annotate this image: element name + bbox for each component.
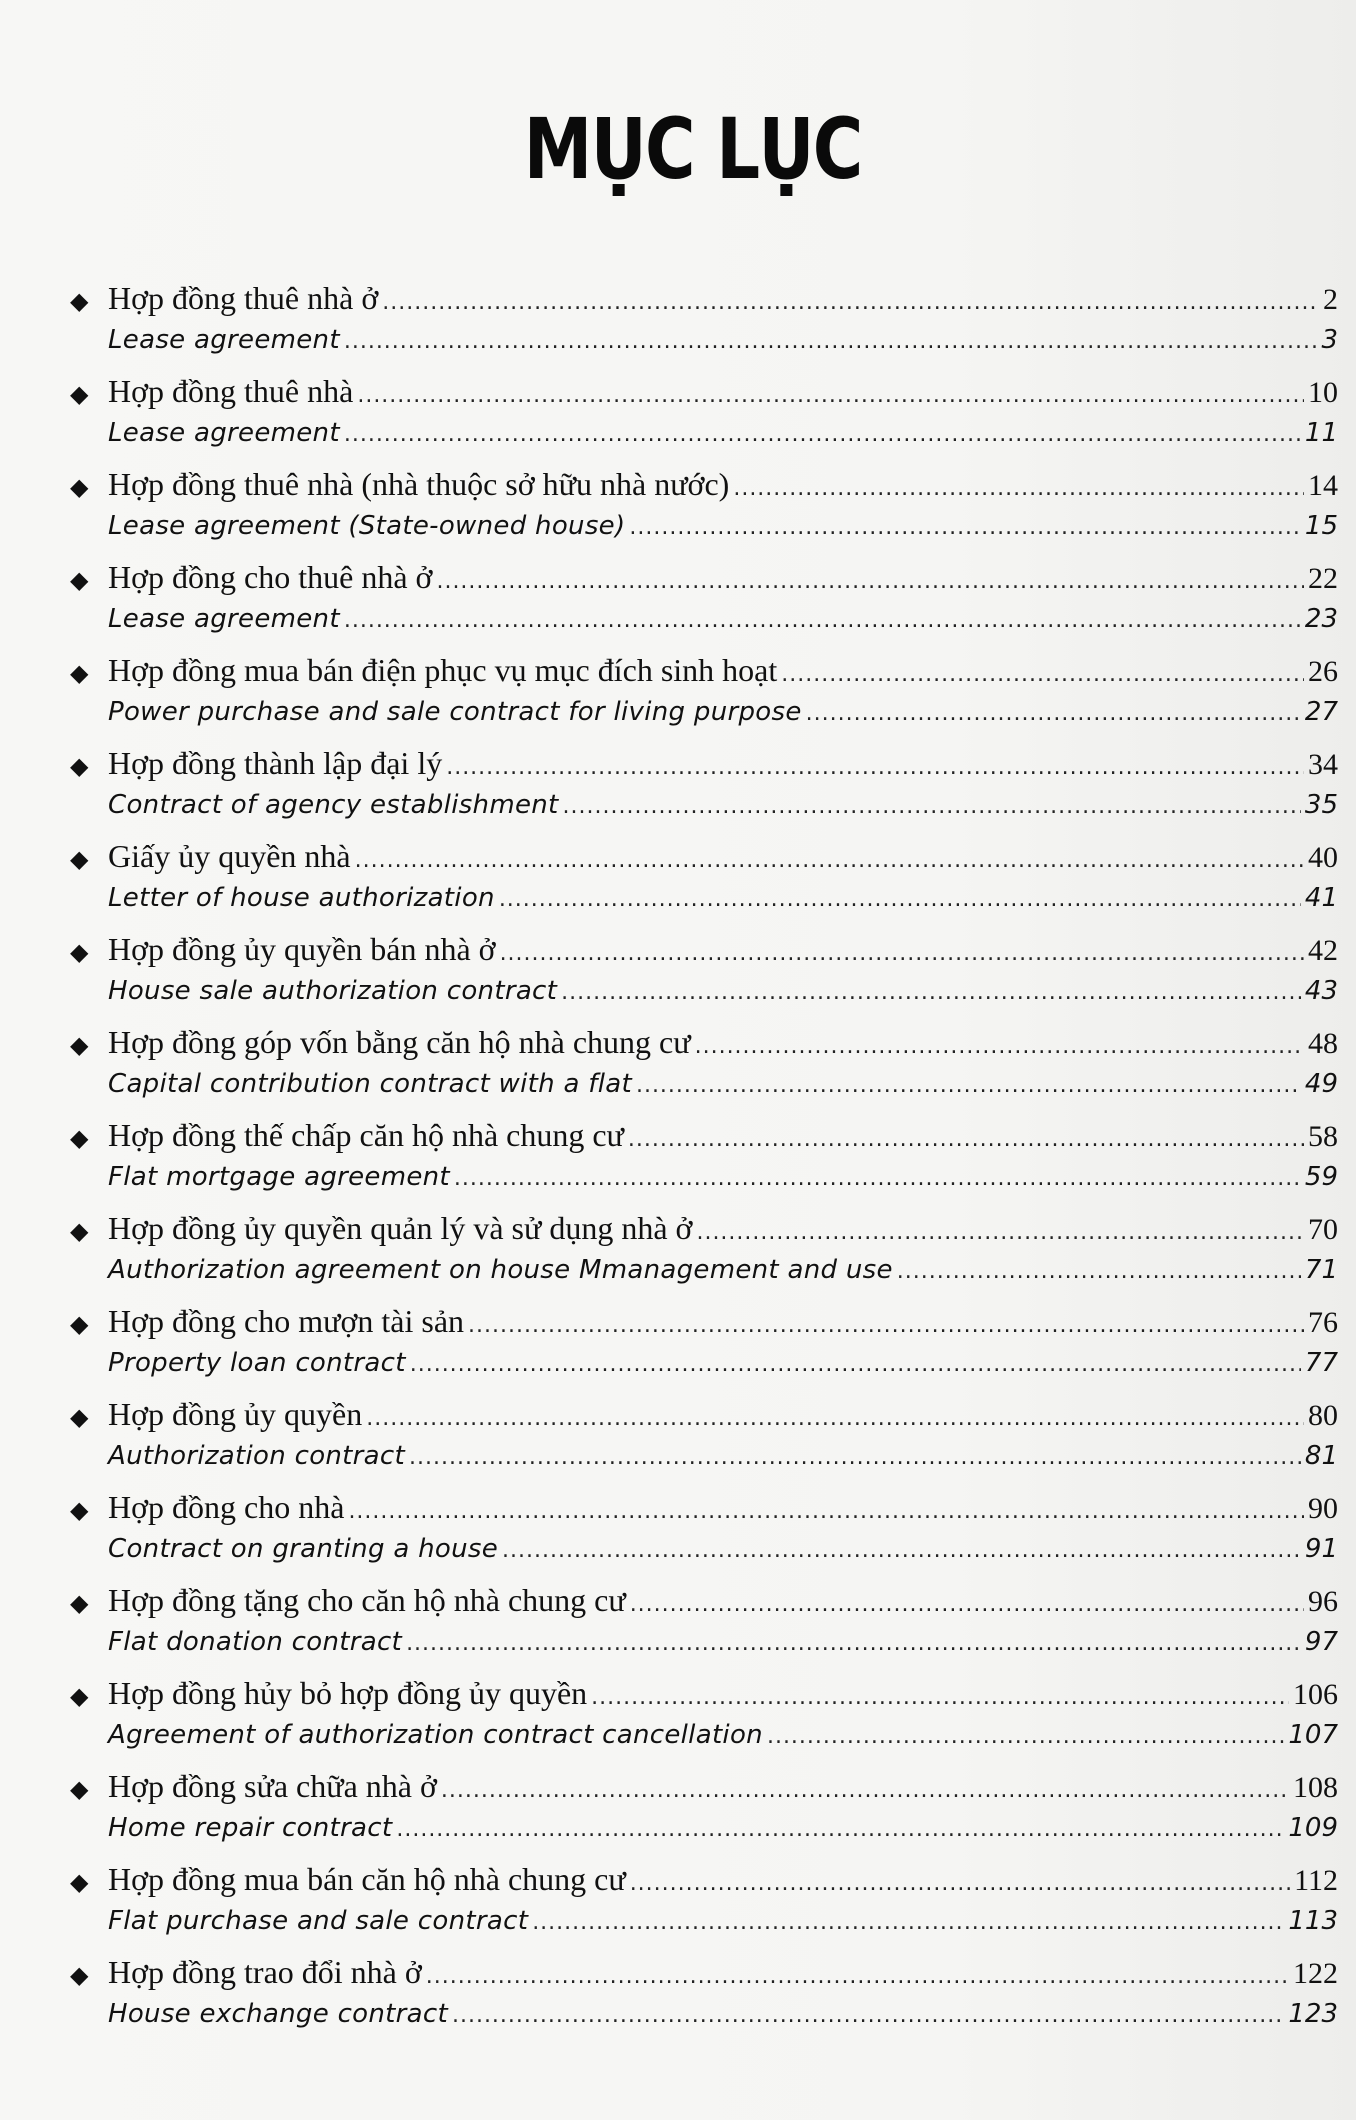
dot-leader xyxy=(500,941,1304,966)
dot-leader xyxy=(532,1910,1284,1935)
toc-entry-english[interactable] xyxy=(70,1813,1342,1860)
toc-entry-vietnamese[interactable] xyxy=(70,1952,1342,1999)
dot-leader xyxy=(454,1166,1301,1191)
dot-leader xyxy=(348,1499,1304,1524)
toc-entry-vietnamese[interactable] xyxy=(70,1394,1342,1441)
toc-page-number: 23 xyxy=(1304,603,1338,634)
dot-leader xyxy=(344,329,1318,354)
dot-leader xyxy=(357,383,1304,408)
dot-leader xyxy=(591,1685,1289,1710)
toc-entry-title-english: Lease agreement (State-owned house) xyxy=(108,510,626,541)
toc-page-number: 34 xyxy=(1308,748,1338,781)
diamond-bullet-icon: ◆ xyxy=(70,1775,89,1803)
toc-entry-vietnamese[interactable] xyxy=(70,743,1342,790)
dot-leader xyxy=(561,980,1301,1005)
toc-entry-english[interactable] xyxy=(70,1441,1342,1488)
dot-leader xyxy=(406,1631,1301,1656)
toc-page-number: 90 xyxy=(1308,1492,1338,1525)
dot-leader xyxy=(499,887,1301,912)
diamond-bullet-icon: ◆ xyxy=(70,1403,89,1431)
diamond-bullet-icon: ◆ xyxy=(70,938,89,966)
toc-entry-title: Hợp đồng hủy bỏ hợp đồng ủy quyền xyxy=(108,1675,588,1711)
toc-entry-title: Hợp đồng tặng cho căn hộ nhà chung cư xyxy=(108,1582,626,1618)
toc-entry-title-english: Flat mortgage agreement xyxy=(108,1161,450,1192)
toc-page-number: 26 xyxy=(1308,655,1338,688)
toc-page-number: 96 xyxy=(1308,1585,1338,1618)
toc-page-number: 76 xyxy=(1308,1306,1338,1339)
toc-page-number: 15 xyxy=(1304,510,1338,541)
dot-leader xyxy=(409,1445,1301,1470)
toc-page-number: 42 xyxy=(1308,934,1338,967)
dot-leader xyxy=(344,608,1301,633)
toc-entry-vietnamese[interactable] xyxy=(70,1301,1342,1348)
toc-entry-title: Hợp đồng mua bán căn hộ nhà chung cư xyxy=(108,1861,626,1897)
diamond-bullet-icon: ◆ xyxy=(70,1868,89,1896)
toc-entry-vietnamese[interactable] xyxy=(70,464,1342,511)
toc-entry-title-english: Capital contribution contract with a flat xyxy=(108,1068,632,1099)
toc-entry-english[interactable] xyxy=(70,604,1342,651)
toc-page-number: 3 xyxy=(1321,324,1338,355)
toc-entry-title-english: Authorization agreement on house Mmanagement and use xyxy=(108,1254,893,1285)
toc-entry-title-english: Lease agreement xyxy=(108,417,340,448)
toc-entry-title: Hợp đồng góp vốn bằng căn hộ nhà chung cư xyxy=(108,1024,691,1060)
toc-entry-title-english: Authorization contract xyxy=(108,1440,405,1471)
diamond-bullet-icon: ◆ xyxy=(70,1589,89,1617)
toc-page-number: 10 xyxy=(1308,376,1338,409)
toc-page-number: 40 xyxy=(1308,841,1338,874)
toc-entry-english[interactable] xyxy=(70,1999,1342,2046)
diamond-bullet-icon: ◆ xyxy=(70,1961,89,1989)
toc-entry-title-english: Lease agreement xyxy=(108,603,340,634)
toc-page-number: 22 xyxy=(1308,562,1338,595)
toc-entry-title: Hợp đồng thuê nhà ở xyxy=(108,280,379,316)
toc-entry-vietnamese[interactable] xyxy=(70,650,1342,697)
dot-leader xyxy=(563,794,1301,819)
dot-leader xyxy=(636,1073,1301,1098)
toc-entry-english[interactable] xyxy=(70,1348,1342,1395)
toc-page-number: 108 xyxy=(1293,1771,1338,1804)
toc-page-number: 71 xyxy=(1304,1254,1338,1285)
toc-page-number: 80 xyxy=(1308,1399,1338,1432)
toc-entry-title-english: Power purchase and sale contract for living purpose xyxy=(108,696,802,727)
dot-leader xyxy=(355,848,1304,873)
diamond-bullet-icon: ◆ xyxy=(70,287,89,315)
toc-page-number: 113 xyxy=(1288,1905,1338,1936)
toc-entry-english[interactable] xyxy=(70,790,1342,837)
toc-entry-title-english: Home repair contract xyxy=(108,1812,393,1843)
dot-leader xyxy=(696,1220,1304,1245)
diamond-bullet-icon: ◆ xyxy=(70,1496,89,1524)
toc-page-number: 59 xyxy=(1304,1161,1338,1192)
toc-page-number: 123 xyxy=(1288,1998,1338,2029)
toc-entry-english[interactable] xyxy=(70,1906,1342,1953)
toc-entry-title: Hợp đồng ủy quyền quản lý và sử dụng nhà ở xyxy=(108,1210,693,1246)
toc-entry-title-english: House exchange contract xyxy=(108,1998,448,2029)
toc-entry-vietnamese[interactable] xyxy=(70,557,1342,604)
toc-entry-title-english: Lease agreement xyxy=(108,324,340,355)
toc-entry-title: Hợp đồng thế chấp căn hộ nhà chung cư xyxy=(108,1117,624,1153)
toc-entry-title-english: Letter of house authorization xyxy=(108,882,495,913)
dot-leader xyxy=(781,662,1304,687)
toc-entry-english[interactable] xyxy=(70,325,1342,372)
toc-page-number: 109 xyxy=(1288,1812,1338,1843)
page-title: MỤC LỤC xyxy=(523,100,862,198)
toc-entry-english[interactable] xyxy=(70,883,1342,930)
toc-entry-title: Hợp đồng cho mượn tài sản xyxy=(108,1303,465,1339)
toc-entry-title: Hợp đồng mua bán điện phục vụ mục đích sinh hoạt xyxy=(108,652,778,688)
diamond-bullet-icon: ◆ xyxy=(70,566,89,594)
toc-entry-title-english: Flat purchase and sale contract xyxy=(108,1905,529,1936)
toc-entry-english[interactable] xyxy=(70,1255,1342,1302)
toc-entry-english[interactable] xyxy=(70,976,1342,1023)
diamond-bullet-icon: ◆ xyxy=(70,1031,89,1059)
table-of-contents xyxy=(70,278,1342,2045)
toc-entry-title-english: House sale authorization contract xyxy=(108,975,558,1006)
dot-leader xyxy=(695,1034,1304,1059)
toc-entry-vietnamese[interactable] xyxy=(70,278,1342,325)
toc-page-number: 91 xyxy=(1304,1533,1338,1564)
toc-entry-title: Hợp đồng cho thuê nhà ở xyxy=(108,559,433,595)
toc-page-number: 112 xyxy=(1294,1864,1338,1897)
toc-entry-english[interactable] xyxy=(70,1162,1342,1209)
toc-page-number: 43 xyxy=(1304,975,1338,1006)
dot-leader xyxy=(446,755,1304,780)
toc-page-number: 107 xyxy=(1288,1719,1338,1750)
dot-leader xyxy=(767,1724,1284,1749)
toc-entry-title: Giấy ủy quyền nhà xyxy=(108,838,351,874)
toc-page-number: 11 xyxy=(1304,417,1338,448)
toc-entry-vietnamese[interactable] xyxy=(70,1115,1342,1162)
toc-entry-vietnamese[interactable] xyxy=(70,836,1342,883)
diamond-bullet-icon: ◆ xyxy=(70,473,89,501)
toc-entry-english[interactable] xyxy=(70,697,1342,744)
dot-leader xyxy=(733,476,1304,501)
toc-entry-title: Hợp đồng thành lập đại lý xyxy=(108,745,443,781)
toc-entry-english[interactable] xyxy=(70,1069,1342,1116)
dot-leader xyxy=(468,1313,1304,1338)
toc-entry-vietnamese[interactable] xyxy=(70,1487,1342,1534)
toc-entry-title-english: Property loan contract xyxy=(108,1347,406,1378)
toc-entry-english[interactable] xyxy=(70,1627,1342,1674)
diamond-bullet-icon: ◆ xyxy=(70,1310,89,1338)
toc-page-number: 49 xyxy=(1304,1068,1338,1099)
toc-entry-title: Hợp đồng ủy quyền xyxy=(108,1396,363,1432)
diamond-bullet-icon: ◆ xyxy=(70,1124,89,1152)
toc-page-number: 41 xyxy=(1304,882,1338,913)
toc-entry-title: Hợp đồng sửa chữa nhà ở xyxy=(108,1768,437,1804)
dot-leader xyxy=(410,1352,1301,1377)
toc-page-number: 2 xyxy=(1323,283,1338,316)
dot-leader xyxy=(366,1406,1304,1431)
toc-entry-title: Hợp đồng trao đổi nhà ở xyxy=(108,1954,422,1990)
diamond-bullet-icon: ◆ xyxy=(70,752,89,780)
toc-entry-title-english: Contract of agency establishment xyxy=(108,789,559,820)
toc-entry-title: Hợp đồng thuê nhà xyxy=(108,373,354,409)
toc-entry-vietnamese[interactable] xyxy=(70,929,1342,976)
dot-leader xyxy=(382,290,1319,315)
diamond-bullet-icon: ◆ xyxy=(70,1217,89,1245)
toc-page-number: 48 xyxy=(1308,1027,1338,1060)
toc-entry-title: Hợp đồng ủy quyền bán nhà ở xyxy=(108,931,496,967)
dot-leader xyxy=(502,1538,1301,1563)
dot-leader xyxy=(806,701,1301,726)
toc-page-number: 122 xyxy=(1293,1957,1338,1990)
toc-page-number: 81 xyxy=(1304,1440,1338,1471)
toc-entry-vietnamese[interactable] xyxy=(70,371,1342,418)
toc-entry-title-english: Agreement of authorization contract cancellation xyxy=(108,1719,763,1750)
toc-entry-english[interactable] xyxy=(70,418,1342,465)
toc-page-number: 14 xyxy=(1308,469,1338,502)
toc-entry-vietnamese[interactable] xyxy=(70,1208,1342,1255)
dot-leader xyxy=(441,1778,1289,1803)
toc-page-number: 58 xyxy=(1308,1120,1338,1153)
toc-page-number: 35 xyxy=(1304,789,1338,820)
dot-leader xyxy=(452,2003,1284,2028)
toc-entry-english[interactable] xyxy=(70,1534,1342,1581)
dot-leader xyxy=(629,515,1300,540)
toc-entry-title-english: Flat donation contract xyxy=(108,1626,403,1657)
toc-entry-vietnamese[interactable] xyxy=(70,1766,1342,1813)
diamond-bullet-icon: ◆ xyxy=(70,380,89,408)
toc-entry-vietnamese[interactable] xyxy=(70,1022,1342,1069)
dot-leader xyxy=(630,1871,1290,1896)
toc-page-number: 70 xyxy=(1308,1213,1338,1246)
toc-page-number: 27 xyxy=(1304,696,1338,727)
toc-entry-english[interactable] xyxy=(70,511,1342,558)
toc-entry-vietnamese[interactable] xyxy=(70,1673,1342,1720)
dot-leader xyxy=(396,1817,1284,1842)
dot-leader xyxy=(630,1592,1304,1617)
diamond-bullet-icon: ◆ xyxy=(70,845,89,873)
toc-page-number: 106 xyxy=(1293,1678,1338,1711)
dot-leader xyxy=(344,422,1301,447)
dot-leader xyxy=(436,569,1304,594)
diamond-bullet-icon: ◆ xyxy=(70,659,89,687)
toc-page-number: 97 xyxy=(1304,1626,1338,1657)
toc-entry-vietnamese[interactable] xyxy=(70,1859,1342,1906)
toc-entry-vietnamese[interactable] xyxy=(70,1580,1342,1627)
diamond-bullet-icon: ◆ xyxy=(70,1682,89,1710)
toc-entry-english[interactable] xyxy=(70,1720,1342,1767)
toc-entry-title-english: Contract on granting a house xyxy=(108,1533,499,1564)
toc-page-number: 77 xyxy=(1304,1347,1338,1378)
toc-entry-title: Hợp đồng cho nhà xyxy=(108,1489,345,1525)
dot-leader xyxy=(628,1127,1304,1152)
toc-entry-title: Hợp đồng thuê nhà (nhà thuộc sở hữu nhà nước) xyxy=(108,466,730,502)
dot-leader xyxy=(897,1259,1301,1284)
dot-leader xyxy=(426,1964,1289,1989)
